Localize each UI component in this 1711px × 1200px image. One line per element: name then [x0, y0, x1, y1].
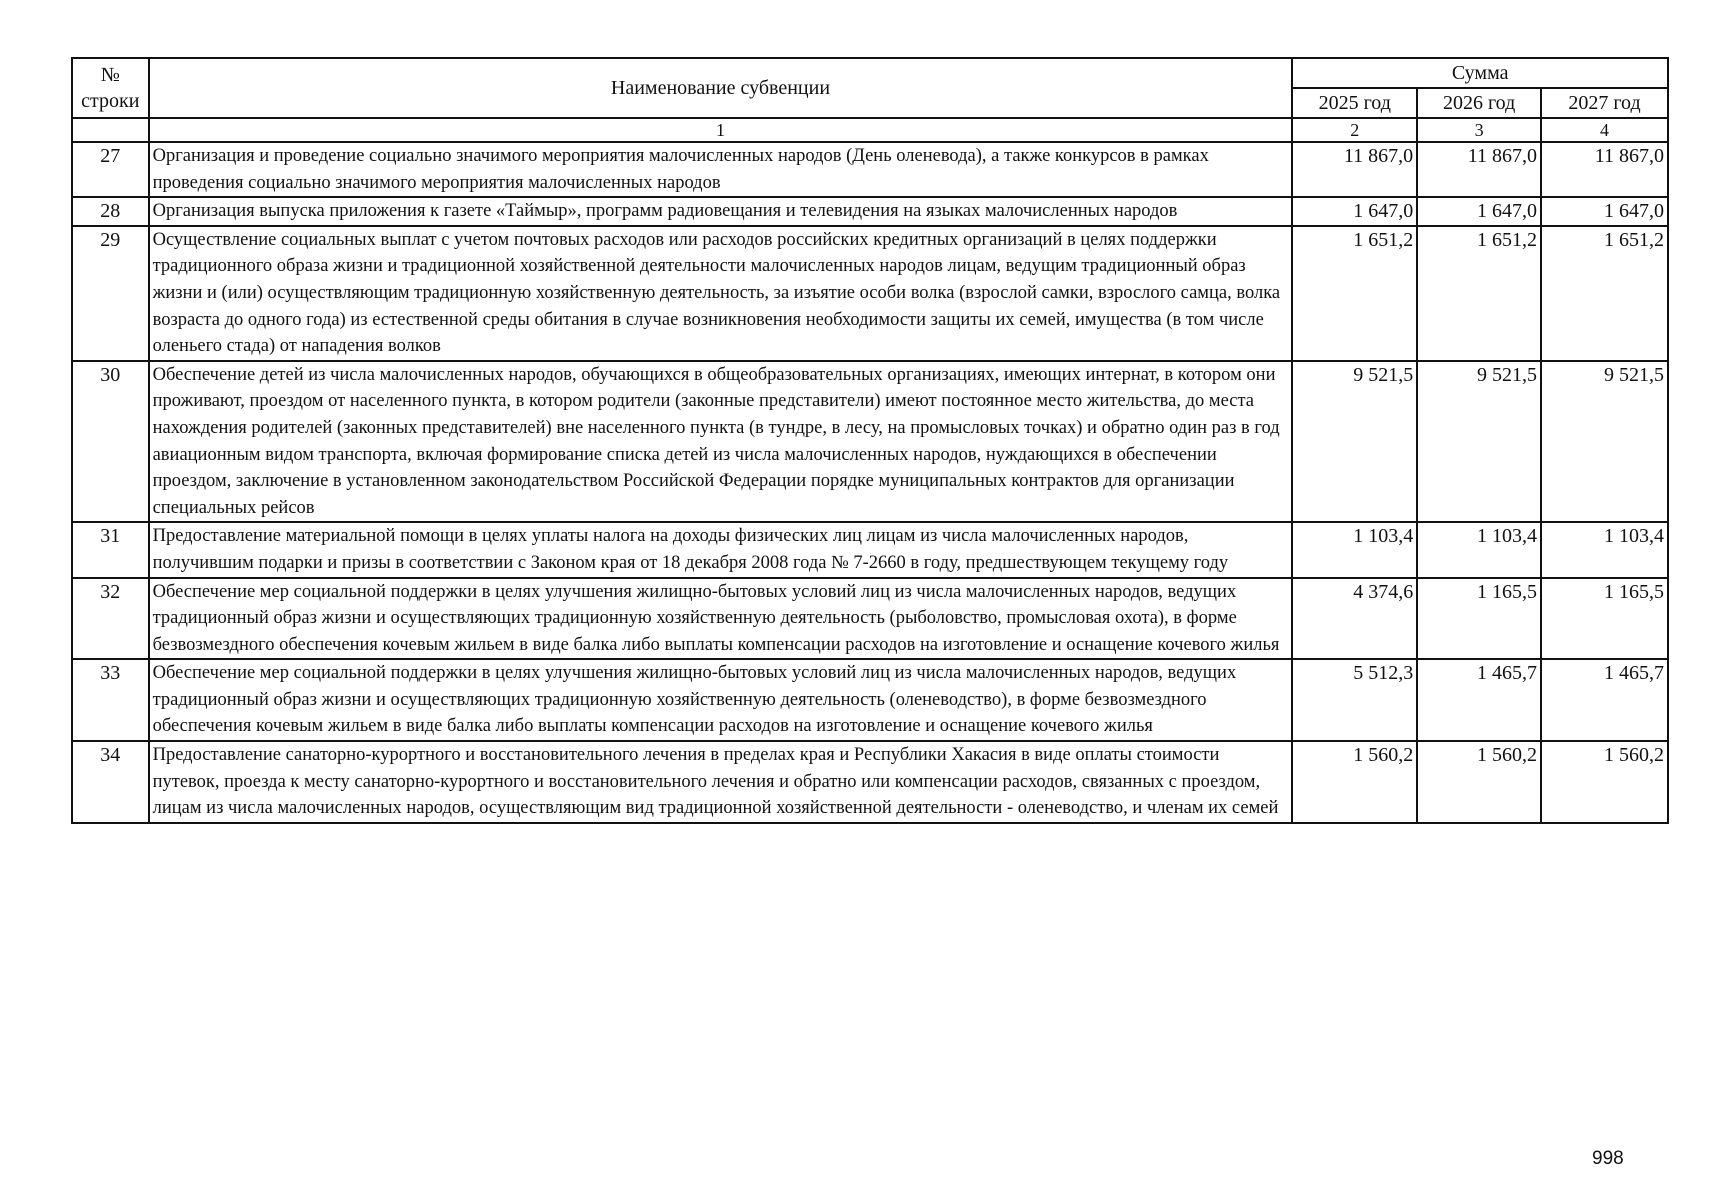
column-index-2: 2 — [1292, 118, 1417, 142]
amount-2026: 1 103,4 — [1417, 522, 1541, 577]
year-2027-header: 2027 год — [1541, 88, 1668, 118]
subvention-name: Организация выпуска приложения к газете «Таймыр», программ радиовещания и телевидения на языках малочисленных народов — [149, 197, 1293, 226]
num-label-line1: № — [100, 64, 120, 86]
subvention-name: Обеспечение мер социальной поддержки в целях улучшения жилищно-бытовых условий лиц из числа малочисленных народов, ведущих традиционный образ жизни и осуществляющих традиционную хозяйственную деятельность (рыболовство, промысловая охота), в форме безвозмездного обеспечения кочевым жильем в виде балка либо выплаты компенсации расходов на изготовление и оснащение кочевого жилья — [149, 578, 1293, 660]
num-label-line2: строки — [81, 90, 140, 112]
row-number: 30 — [72, 361, 149, 523]
column-index-0 — [72, 118, 149, 142]
table-row — [72, 361, 1668, 523]
subvention-name: Предоставление материальной помощи в целях уплаты налога на доходы физических лиц лицам из числа малочисленных народов, получившим подарки и призы в соответствии с Законом края от 18 декабря 2008 года № 7-2660 в году, предшествующем текущему году — [149, 522, 1293, 577]
amount-2027: 1 647,0 — [1541, 197, 1668, 226]
subvention-name: Осуществление социальных выплат с учетом почтовых расходов или расходов российских кредитных организаций в целях поддержки традиционного образа жизни и традиционной хозяйственной деятельности малочисленных народов лицам, ведущим традиционный образ жизни и (или) осуществляющим традиционную хозяйственную деятельность, за изъятие особи волка (взрослой самки, взрослого самца, волка возраста до одного года) из естественной среды обитания в случае возникновения необходимости защиты их семей, имущества (в том числе оленьего стада) от нападения волков — [149, 226, 1293, 361]
amount-2025: 1 647,0 — [1292, 197, 1417, 226]
row-number: 29 — [72, 226, 149, 361]
subvention-name: Обеспечение детей из числа малочисленных народов, обучающихся в общеобразовательных организациях, имеющих интернат, в котором они проживают, проездом от населенного пункта, в котором родители (законные представители) имеют постоянное место жительства, до места нахождения родителей (законных представителей) вне населенного пункта (в тундре, в лесу, на промысловых точках) и обратно один раз в год авиационным видом транспорта, включая формирование списка детей из числа малочисленных народов, нуждающихся в обеспечении проездом, заключение в установленном законодательством Российской Федерации порядке муниципальных контрактов для организации специальных рейсов — [149, 361, 1293, 523]
name-header: Наименование субвенции — [149, 58, 1293, 118]
sum-header: Сумма — [1292, 58, 1668, 88]
row-number-header — [72, 58, 149, 118]
amount-2025: 1 560,2 — [1292, 741, 1417, 823]
header-row-1 — [72, 58, 1668, 88]
amount-2027: 1 103,4 — [1541, 522, 1668, 577]
table-row — [72, 226, 1668, 361]
subvention-table — [71, 57, 1669, 824]
row-number: 27 — [72, 142, 149, 197]
table-row — [72, 659, 1668, 741]
column-index-row — [72, 118, 1668, 142]
table-row — [72, 142, 1668, 197]
amount-2026: 9 521,5 — [1417, 361, 1541, 523]
amount-2026: 1 647,0 — [1417, 197, 1541, 226]
amount-2026: 1 465,7 — [1417, 659, 1541, 741]
row-number: 33 — [72, 659, 149, 741]
page-number: 998 — [1592, 1148, 1624, 1169]
amount-2025: 9 521,5 — [1292, 361, 1417, 523]
row-number: 28 — [72, 197, 149, 226]
amount-2026: 11 867,0 — [1417, 142, 1541, 197]
year-2025-header: 2025 год — [1292, 88, 1417, 118]
column-index-3: 3 — [1417, 118, 1541, 142]
amount-2025: 5 512,3 — [1292, 659, 1417, 741]
subvention-name: Предоставление санаторно-курортного и восстановительного лечения в пределах края и Республики Хакасия в виде оплаты стоимости путевок, проезда к месту санаторно-курортного и восстановительного лечения и обратно или компенсации расходов, связанных с проездом, лицам из числа малочисленных народов, осуществляющим вид традиционной хозяйственной деятельности - оленеводство, и членам их семей — [149, 741, 1293, 823]
amount-2025: 1 103,4 — [1292, 522, 1417, 577]
row-number: 31 — [72, 522, 149, 577]
subvention-name: Обеспечение мер социальной поддержки в целях улучшения жилищно-бытовых условий лиц из числа малочисленных народов, ведущих традиционный образ жизни и осуществляющих традиционную хозяйственную деятельность (оленеводство), в форме безвозмездного обеспечения кочевым жильем в виде балка либо выплаты компенсации расходов на изготовление и оснащение кочевого жилья — [149, 659, 1293, 741]
table-row — [72, 741, 1668, 823]
row-number: 32 — [72, 578, 149, 660]
amount-2027: 11 867,0 — [1541, 142, 1668, 197]
column-index-4: 4 — [1541, 118, 1668, 142]
subvention-name: Организация и проведение социально значимого мероприятия малочисленных народов (День оленевода), а также конкурсов в рамках проведения социально значимого мероприятия малочисленных народов — [149, 142, 1293, 197]
table-row — [72, 578, 1668, 660]
amount-2025: 11 867,0 — [1292, 142, 1417, 197]
amount-2026: 1 165,5 — [1417, 578, 1541, 660]
amount-2027: 9 521,5 — [1541, 361, 1668, 523]
amount-2027: 1 651,2 — [1541, 226, 1668, 361]
amount-2027: 1 465,7 — [1541, 659, 1668, 741]
amount-2026: 1 560,2 — [1417, 741, 1541, 823]
table-row — [72, 197, 1668, 226]
column-index-1: 1 — [149, 118, 1293, 142]
amount-2025: 4 374,6 — [1292, 578, 1417, 660]
amount-2025: 1 651,2 — [1292, 226, 1417, 361]
table-row — [72, 522, 1668, 577]
row-number: 34 — [72, 741, 149, 823]
amount-2027: 1 165,5 — [1541, 578, 1668, 660]
amount-2026: 1 651,2 — [1417, 226, 1541, 361]
year-2026-header: 2026 год — [1417, 88, 1541, 118]
amount-2027: 1 560,2 — [1541, 741, 1668, 823]
